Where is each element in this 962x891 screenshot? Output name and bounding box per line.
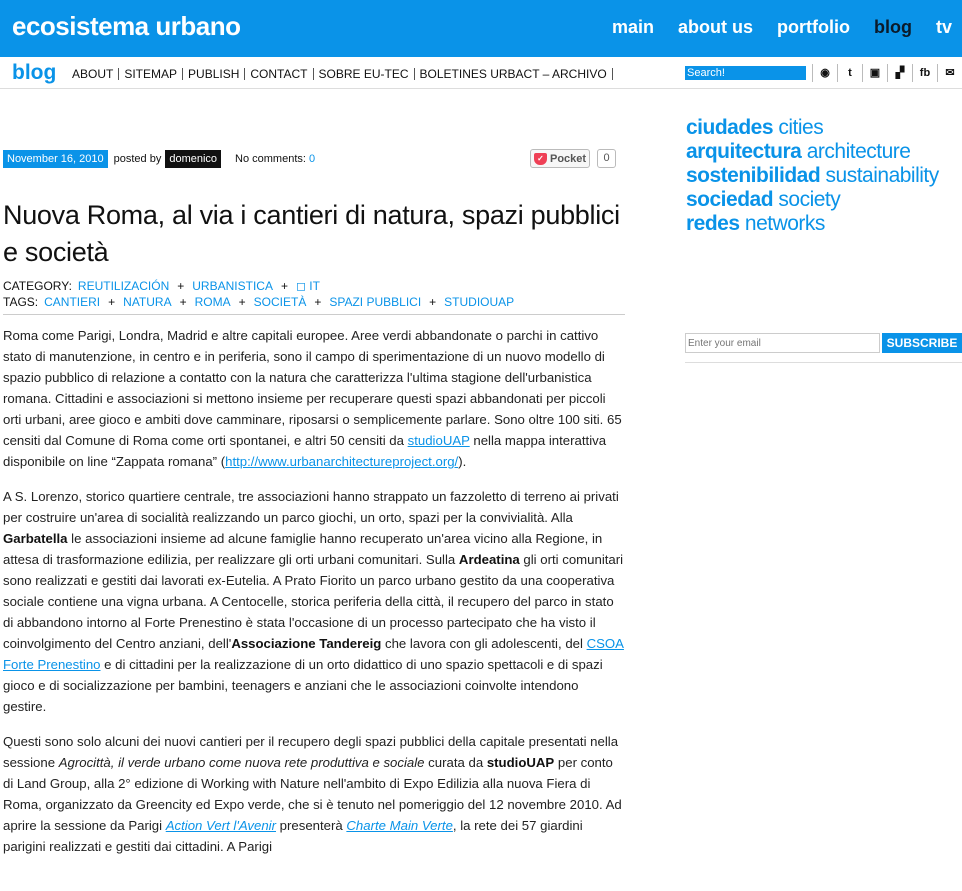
paragraph	[3, 325, 624, 472]
sidebar-category-sostenibilidad[interactable]	[686, 164, 939, 188]
tag-link[interactable]: STUDIOUAP	[444, 295, 515, 309]
studiouap-link[interactable]: studioUAP	[407, 433, 470, 448]
separator: +	[280, 279, 288, 293]
text: A S. Lorenzo, storico quartiere centrale, tre associazioni hanno strappato un fazzoletto di terreno ai privati per costruire un'area di socialità realizzando un parco giochi, un orto, spazi per la convivialità. Alla	[3, 489, 619, 525]
italic-text: Agrocittà, il verde urbano come nuova rete produttiva e sociale	[58, 755, 425, 770]
charte-main-verte-link[interactable]: Charte Main Verte	[346, 818, 453, 833]
facebook-icon[interactable]: fb	[912, 64, 937, 82]
paragraph	[3, 731, 624, 857]
twitter-icon[interactable]: t	[837, 64, 862, 82]
sidebar-category-arquitectura[interactable]	[686, 140, 939, 164]
category-es: redes	[686, 212, 740, 235]
text: Roma come Parigi, Londra, Madrid e altre capitali europee. Aree verdi abbandonate o parchi in cattivo stato di manutenzione, in centro e in periferia, sono il campo di sperimentazione di un nuovo modello di spazio pubblico di relazione a contatto con la natura che caratterizza l'ultima stagione dell'urbanistica romana. Cittadini e associazioni si mettono insieme per recuperare questi spazi abbandonati per piccoli orti urbani, aree gioco e ambiti dove camminare, riposarsi o semplicemente parlare. Sono oltre 100 siti. 65 censiti dal Comune di Roma come orti spontanei, e altri 50 censiti da	[3, 328, 622, 448]
pocket-icon: ✓	[534, 153, 547, 165]
pocket-button[interactable]	[530, 149, 590, 168]
tv-icon[interactable]: ▣	[862, 64, 887, 82]
subnav-sitemap[interactable]: SITEMAP	[119, 68, 183, 80]
nav-blog[interactable]: blog	[873, 17, 912, 37]
text: nella mappa interattiva disponibile on line “Zappata romana” (	[3, 433, 607, 469]
nav-portfolio[interactable]: portfolio	[777, 17, 850, 37]
subnav-sobre-eu-tec[interactable]: SOBRE EU-TEC	[314, 68, 415, 80]
comments-info	[235, 153, 315, 165]
category-link[interactable]: URBANISTICA	[192, 279, 273, 293]
post-body	[3, 325, 624, 871]
main-nav	[612, 17, 952, 38]
sidebar-divider	[685, 362, 962, 363]
bold-text: Associazione Tandereig	[231, 636, 382, 651]
email-field[interactable]	[685, 333, 880, 353]
tags-label: TAGS:	[3, 295, 39, 309]
text: e di cittadini per la realizzazione di un orto didattico di uno spazio spettacoli e di spazi gioco e di socializzazione per bambini, teenagers e anziani che le associazioni coinvolte intendono gestire.	[3, 657, 603, 714]
post-meta	[3, 150, 315, 168]
sidebar-category-redes[interactable]	[686, 212, 939, 236]
title-divider	[3, 314, 625, 315]
category-row	[3, 278, 623, 294]
rss-icon[interactable]: ◉	[812, 64, 837, 82]
category-es: arquitectura	[686, 140, 802, 163]
post-date[interactable]: November 16, 2010	[3, 150, 108, 168]
category-label: CATEGORY:	[3, 279, 72, 293]
top-bar	[0, 0, 962, 57]
comments-count[interactable]: 0	[309, 153, 316, 165]
tag-link[interactable]: SPAZI PUBBLICI	[329, 295, 422, 309]
separator: +	[238, 295, 246, 309]
sub-bar	[0, 57, 962, 89]
text: curata da	[424, 755, 487, 770]
comments-label: No comments:	[235, 153, 306, 165]
separator: +	[314, 295, 322, 309]
pocket-label: Pocket	[550, 152, 587, 165]
action-vert-link[interactable]: Action Vert l'Avenir	[165, 818, 276, 833]
mail-icon[interactable]: ✉	[937, 64, 962, 82]
separator: +	[177, 279, 185, 293]
bold-text: studioUAP	[486, 755, 555, 770]
separator: +	[179, 295, 187, 309]
text: presenterà	[276, 818, 347, 833]
text: per conto di Land Group, alla 2° edizione di Working with Nature nell'ambito di Expo Edilizia alla nuova Fiera di Roma, organizzato da Greencity ed Expo verde, che si è tenuto nel pomeriggio del 12 novembre 2010. Ad aprire la sessione da Parigi	[3, 755, 622, 833]
subnav-publish[interactable]: PUBLISH	[183, 68, 245, 80]
separator: +	[108, 295, 116, 309]
category-link[interactable]: ◻ IT	[295, 279, 320, 293]
sidebar-categories	[686, 116, 939, 236]
tag-link[interactable]: NATURA	[123, 295, 172, 309]
subnav-contact[interactable]: CONTACT	[245, 68, 313, 80]
post-author[interactable]: domenico	[165, 150, 221, 168]
social-icons	[812, 64, 962, 82]
search-input[interactable]	[685, 66, 806, 80]
post-title: Nuova Roma, al via i cantieri di natura, spazi pubblici e società	[3, 200, 620, 267]
bold-text: Ardeatina	[458, 552, 520, 567]
text: , la rete dei 57 giardini parigini realizzati e gestiti dai cittadini. A Parigi	[3, 818, 583, 854]
posted-by-label: posted by	[113, 153, 162, 165]
subnav-boletines[interactable]: BOLETINES URBACT – ARCHIVO	[415, 68, 613, 80]
tags-row	[3, 294, 623, 310]
category-en: society	[778, 188, 841, 211]
category-es: ciudades	[686, 116, 774, 139]
subnav-about[interactable]: ABOUT	[67, 68, 119, 80]
site-title[interactable]: ecosistema urbano	[12, 11, 241, 41]
tag-link[interactable]: ROMA	[194, 295, 231, 309]
csoa-link[interactable]: CSOA Forte Prenestino	[3, 636, 624, 672]
urbanarchitecture-link[interactable]: http://www.urbanarchitectureproject.org/	[225, 454, 459, 469]
category-link[interactable]: REUTILIZACIÓN	[77, 279, 170, 293]
blog-label[interactable]: blog	[12, 61, 57, 84]
nav-tv[interactable]: tv	[935, 17, 952, 37]
sidebar-category-sociedad[interactable]	[686, 188, 939, 212]
nav-main[interactable]: main	[611, 17, 654, 37]
nav-about-us[interactable]: about us	[678, 17, 753, 37]
separator: +	[429, 295, 437, 309]
text: le associazioni insieme ad alcune famiglie hanno recuperato un'area vicino alla Regione, in attesa di trasformazione edilizia, per realizzare gli orti urbani comunitari. Sulla	[3, 531, 603, 567]
post-taxonomy	[3, 278, 623, 310]
text: Questi sono solo alcuni dei nuovi cantieri per il recupero degli spazi pubblici della capitale presentati nella sessione	[3, 734, 619, 770]
sidebar-category-ciudades[interactable]	[686, 116, 939, 140]
paragraph	[3, 486, 624, 717]
category-es: sociedad	[686, 188, 774, 211]
category-en: architecture	[806, 140, 911, 163]
text: gli orti comunitari sono realizzati e gestiti dai lavorati ex-Eutelia. A Prato Fiorito un parco urbano gestito da una cooperativa sociale contiene una vigna urbana. A Centocelle, storica periferia della città, il recupero del parco in stato di abbandono intorno al Forte Prenestino è stata l'occasione di un processo partecipato che ha visto il coinvolgimento del Centro anziani, dell'	[3, 552, 624, 651]
subscribe-form	[685, 333, 962, 353]
category-en: networks	[744, 212, 825, 235]
pocket-count: 0	[597, 149, 616, 168]
tag-link[interactable]: CANTIERI	[44, 295, 101, 309]
text: ).	[458, 454, 467, 469]
category-en: sustainability	[825, 164, 939, 187]
delicious-icon[interactable]: ▞	[887, 64, 912, 82]
subscribe-button[interactable]: SUBSCRIBE	[882, 333, 962, 353]
bold-text: Garbatella	[3, 531, 68, 546]
blog-nav	[67, 68, 613, 80]
tag-link[interactable]: SOCIETÀ	[253, 295, 307, 309]
category-es: sostenibilidad	[686, 164, 821, 187]
category-en: cities	[778, 116, 824, 139]
text: che lavora con gli adolescenti, del	[381, 636, 587, 651]
